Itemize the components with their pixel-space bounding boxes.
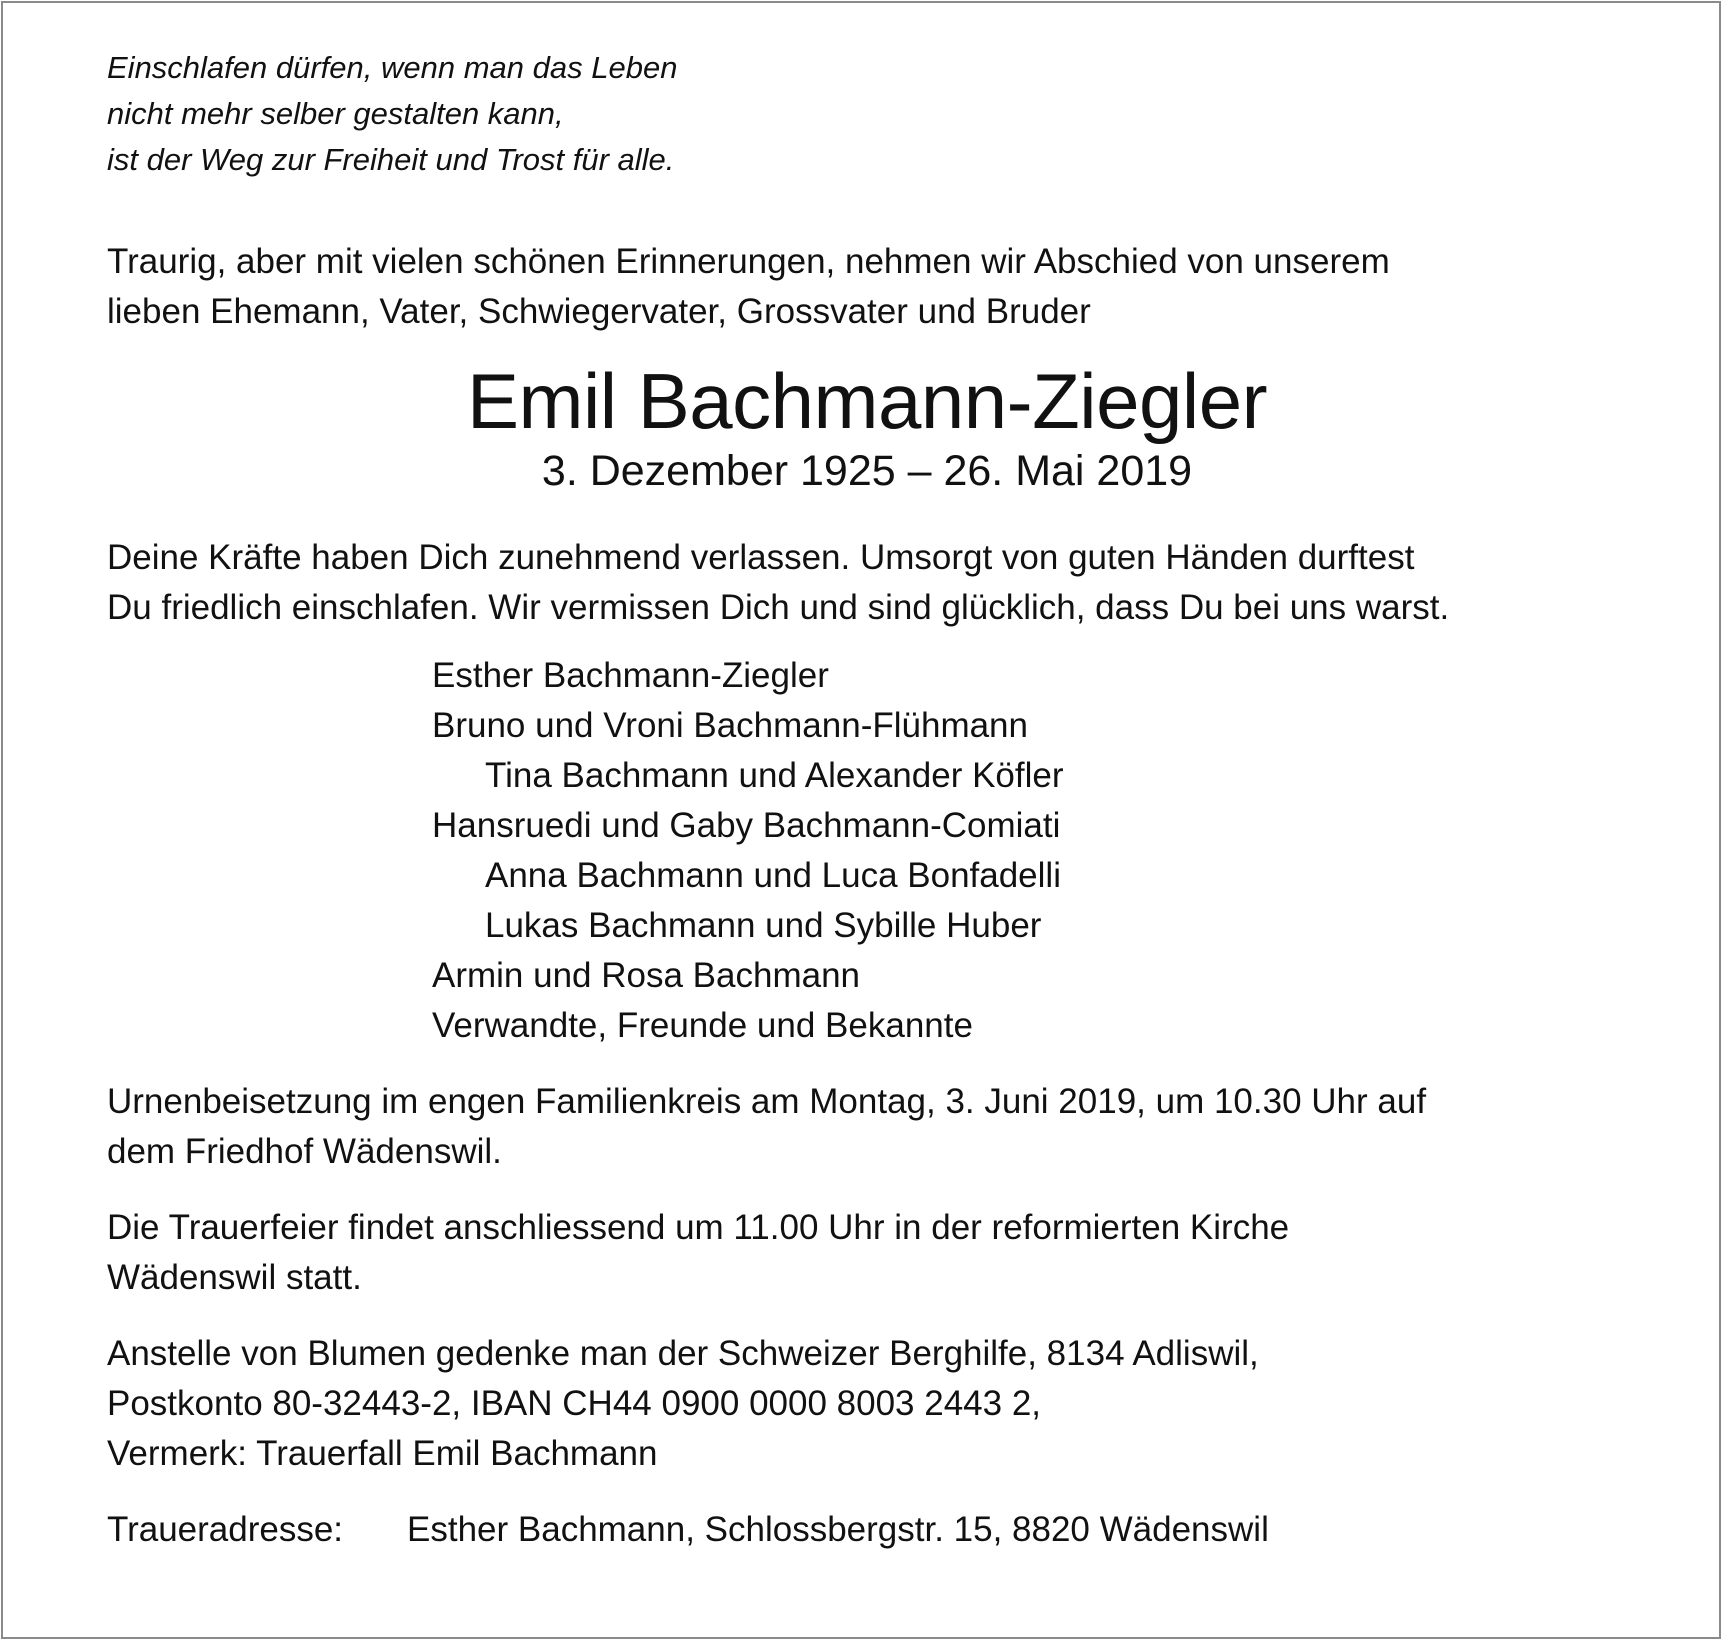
quote-line: nicht mehr selber gestalten kann,: [107, 96, 564, 131]
mourners-list: [432, 651, 1647, 1051]
opening-quote: [107, 45, 1647, 183]
mourning-address: [107, 1505, 1647, 1555]
address-value: Esther Bachmann, Schlossbergstr. 15, 8820 Wädenswil: [407, 1510, 1269, 1549]
quote-line: Einschlafen dürfen, wenn man das Leben: [107, 50, 678, 85]
donation-line: Vermerk: Trauerfall Emil Bachmann: [107, 1434, 658, 1473]
burial-line: Urnenbeisetzung im engen Familienkreis am Montag, 3. Juni 2019, um 10.30 Uhr auf: [107, 1082, 1427, 1121]
ceremony-notice: [107, 1203, 1647, 1303]
quote-line: ist der Weg zur Freiheit und Trost für alle.: [107, 142, 675, 177]
intro-line: lieben Ehemann, Vater, Schwiegervater, Grossvater und Bruder: [107, 292, 1091, 331]
tribute-paragraph: [107, 533, 1647, 633]
mourner-name: Hansruedi und Gaby Bachmann-Comiati: [432, 806, 1061, 845]
obituary-notice: [1, 1, 1721, 1639]
ceremony-line: Wädenswil statt.: [107, 1258, 362, 1297]
mourner-name: Bruno und Vroni Bachmann-Flühmann: [432, 706, 1028, 745]
mourner-name: Armin und Rosa Bachmann: [432, 956, 860, 995]
donation-notice: [107, 1329, 1647, 1479]
notice-content: [107, 45, 1647, 1555]
burial-line: dem Friedhof Wädenswil.: [107, 1132, 502, 1171]
tribute-line: Deine Kräfte haben Dich zunehmend verlassen. Umsorgt von guten Händen durftest: [107, 538, 1415, 577]
mourner-name: Tina Bachmann und Alexander Köfler: [485, 756, 1064, 795]
donation-line: Anstelle von Blumen gedenke man der Schweizer Berghilfe, 8134 Adliswil,: [107, 1334, 1259, 1373]
intro-line: Traurig, aber mit vielen schönen Erinnerungen, nehmen wir Abschied von unserem: [107, 242, 1390, 281]
burial-notice: [107, 1077, 1647, 1177]
intro-paragraph: [107, 237, 1647, 337]
mourner-name: Esther Bachmann-Ziegler: [432, 656, 829, 695]
deceased-name: Emil Bachmann-Ziegler: [466, 357, 1268, 445]
ceremony-line: Die Trauerfeier findet anschliessend um 11.00 Uhr in der reformierten Kirche: [107, 1208, 1290, 1247]
mourner-name: Anna Bachmann und Luca Bonfadelli: [485, 856, 1061, 895]
mourner-name: Verwandte, Freunde und Bekannte: [432, 1006, 973, 1045]
tribute-line: Du friedlich einschlafen. Wir vermissen Dich und sind glücklich, dass Du bei uns warst.: [107, 588, 1450, 627]
donation-line: Postkonto 80-32443-2, IBAN CH44 0900 0000 8003 2443 2,: [107, 1384, 1042, 1423]
life-dates: 3. Dezember 1925 – 26. Mai 2019: [541, 447, 1193, 495]
address-label: Traueradresse:: [107, 1510, 344, 1549]
mourner-name: Lukas Bachmann und Sybille Huber: [485, 906, 1042, 945]
deceased-block: [107, 353, 1627, 499]
